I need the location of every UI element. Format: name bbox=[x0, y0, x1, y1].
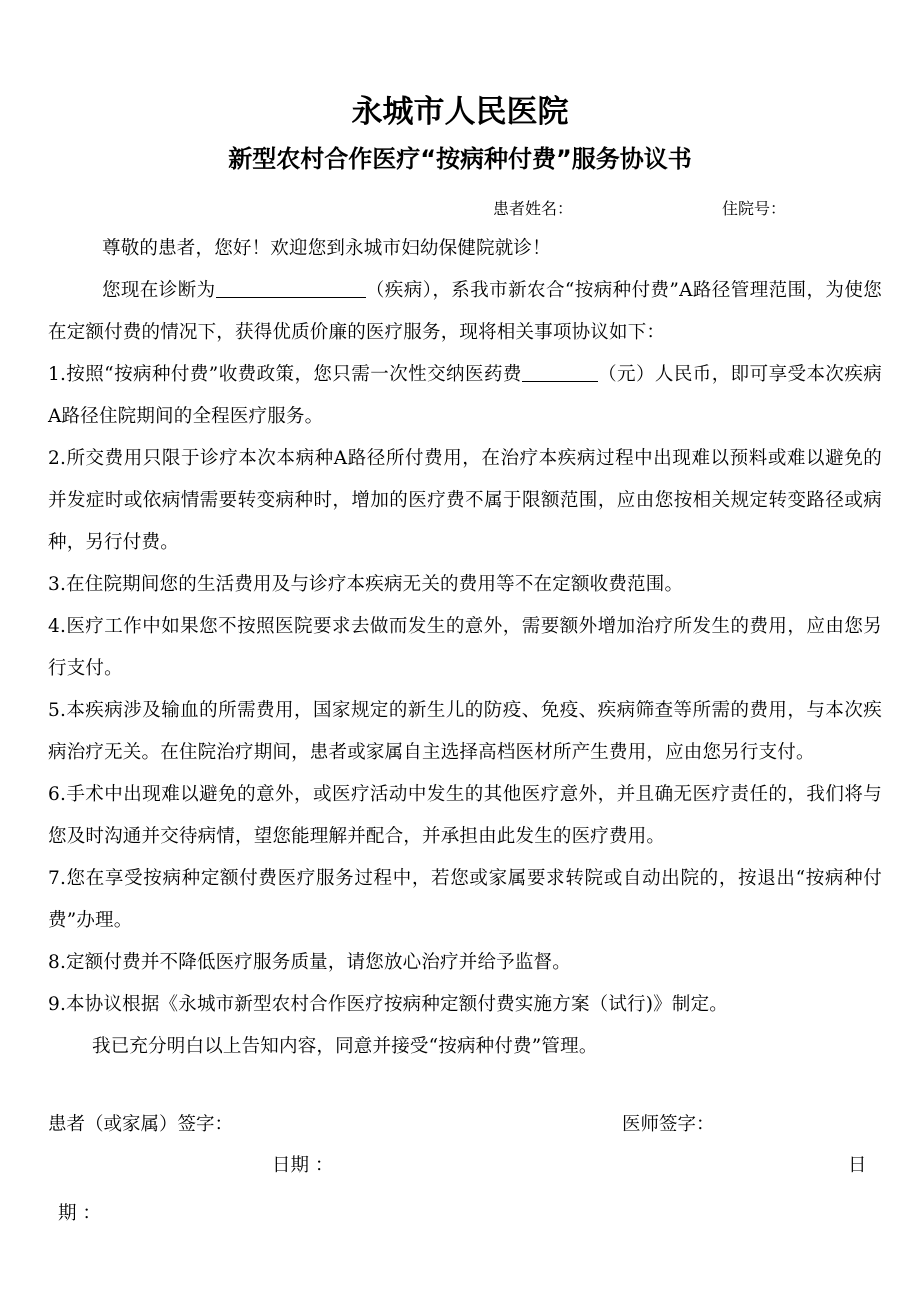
doctor-signature-label: 医师签字： bbox=[622, 1114, 715, 1135]
fee-amount-blank bbox=[522, 359, 598, 382]
clause-9: 9.本协议根据《永城市新型农村合作医疗按病种定额付费实施方案（试行)》制定。 bbox=[48, 994, 728, 1015]
admission-number-label: 住院号： bbox=[722, 199, 787, 218]
document-title: 永城市人民医院 bbox=[351, 94, 569, 130]
clause-1-text-a: 1.按照“按病种付费”收费政策，您只需一次性交纳医药费 bbox=[48, 364, 522, 385]
consent-statement: 我已充分明白以上告知内容，同意并接受“按病种付费”管理。 bbox=[92, 1036, 598, 1057]
clause-8: 8.定额付费并不降低医疗服务质量，请您放心治疗并给予监督。 bbox=[48, 952, 571, 973]
clause-7: 7.您在享受按病种定额付费医疗服务过程中，若您或家属要求转院或自动出院的，按退出“按病种付费”办理。 bbox=[48, 868, 882, 931]
patient-name-label: 患者姓名： bbox=[493, 199, 574, 218]
intro-text-a: 您现在诊断为 bbox=[102, 280, 216, 301]
clause-6: 6.手术中出现难以避免的意外，或医疗活动中发生的其他医疗意外，并且确无医疗责任的，我们将与您及时沟通并交待病情，望您能理解并配合，并承担由此发生的医疗费用。 bbox=[48, 784, 882, 847]
clause-2: 2.所交费用只限于诊疗本次本病种A路径所付费用，在治疗本疾病过程中出现难以预料或难以避免的并发症时或依病情需要转变病种时，增加的医疗费不属于限额范围，应由您按相关规定转变路径或病种，另行付费。 bbox=[48, 448, 882, 553]
doctor-date-label-part1: 日 bbox=[848, 1155, 867, 1176]
clause-3: 3.在住院期间您的生活费用及与诊疗本疾病无关的费用等不在定额收费范围。 bbox=[48, 574, 684, 595]
agreement-body bbox=[48, 228, 882, 1068]
doctor-date-label-part2: 期 ： bbox=[58, 1203, 101, 1224]
greeting-paragraph: 尊敬的患者，您好！欢迎您到永城市妇幼保健院就诊！ bbox=[102, 238, 551, 259]
intro-paragraph bbox=[48, 270, 882, 354]
clause-4: 4.医疗工作中如果您不按照医院要求去做而发生的意外，需要额外增加治疗所发生的费用，应由您另行支付。 bbox=[48, 616, 882, 679]
intro-text-b: （疾病），系我市新农合“按病种付费”A路径管理范围，为使您在定额付费的情况下，获得优质价廉的医疗服务，现将相关事项协议如下： bbox=[48, 280, 882, 343]
clause-1 bbox=[48, 354, 882, 438]
diagnosis-blank bbox=[216, 275, 366, 298]
patient-signature-label: 患者（或家属）签字： bbox=[48, 1114, 234, 1135]
patient-date-label: 日期 ： bbox=[272, 1155, 334, 1176]
clause-1-text-b: （元）人民币，即可享受本次疾病A路径住院期间的全程医疗服务。 bbox=[48, 364, 882, 427]
document-subtitle: 新型农村合作医疗“按病种付费”服务协议书 bbox=[228, 145, 692, 173]
clause-5: 5.本疾病涉及输血的所需费用，国家规定的新生儿的防疫、免疫、疾病筛查等所需的费用，与本次疾病治疗无关。在住院治疗期间，患者或家属自主选择高档医材所产生费用，应由您另行支付。 bbox=[48, 700, 882, 763]
